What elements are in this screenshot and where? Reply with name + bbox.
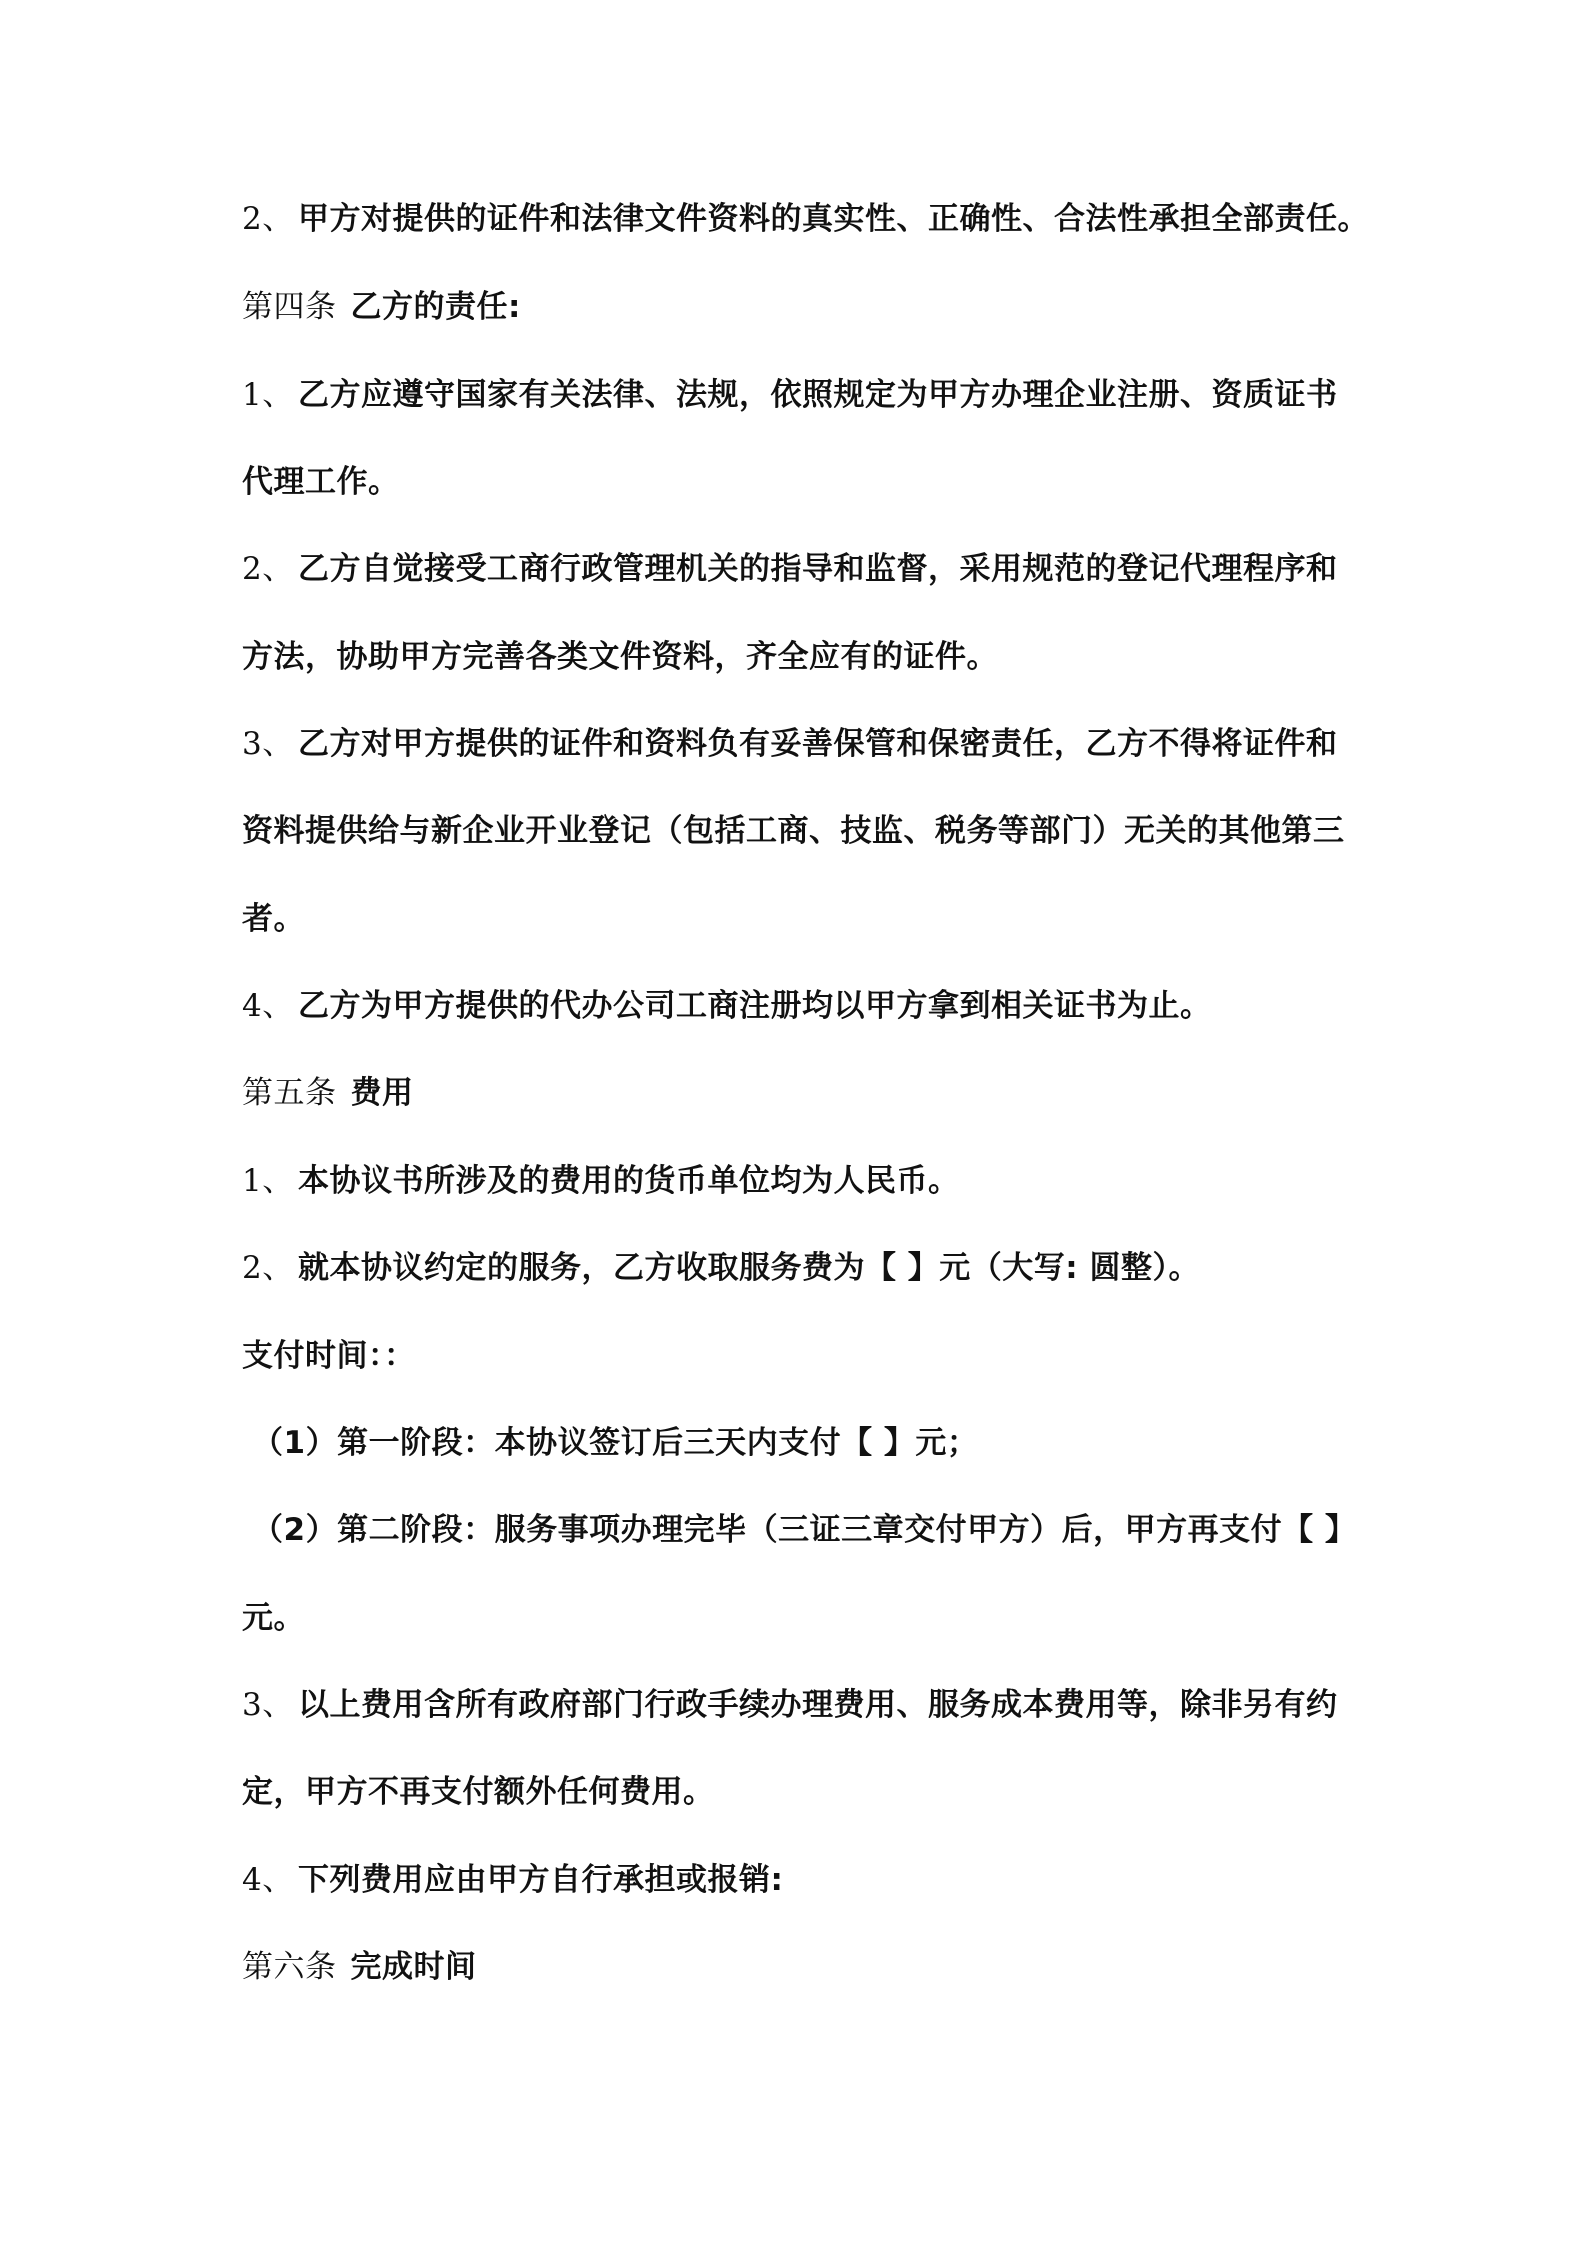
- item-number: 2、: [242, 551, 294, 587]
- article-5-item-1: [242, 1161, 960, 1201]
- item-number: 2、: [242, 201, 294, 237]
- clause-3-item-2: [242, 199, 1369, 239]
- article-label: 第六条: [242, 1949, 337, 1985]
- item-number: 3、: [242, 1687, 294, 1723]
- item-text: （2）第二阶段：服务事项办理完毕（三证三章交付甲方）后，甲方再支付【 】: [252, 1512, 1357, 1548]
- article-4-item-1-continued: [242, 462, 400, 502]
- item-text: 甲方对提供的证件和法律文件资料的真实性、正确性、合法性承担全部责任。: [298, 201, 1369, 237]
- item-number: 3、: [242, 726, 294, 762]
- payment-stage-1: [252, 1423, 978, 1463]
- item-text: 定，甲方不再支付额外任何费用。: [242, 1774, 715, 1810]
- item-text: 代理工作。: [242, 464, 400, 500]
- item-number: 4、: [242, 988, 294, 1024]
- item-text: 乙方自觉接受工商行政管理机关的指导和监督，采用规范的登记代理程序和: [298, 551, 1338, 587]
- item-text: 本协议书所涉及的费用的货币单位均为人民币。: [298, 1163, 960, 1199]
- article-title: 乙方的责任:: [350, 289, 521, 325]
- item-number: 1、: [242, 377, 294, 413]
- article-title: 完成时间: [350, 1949, 477, 1985]
- payment-time-label: [242, 1336, 416, 1376]
- article-4-heading: [242, 287, 521, 327]
- item-text: 乙方为甲方提供的代办公司工商注册均以甲方拿到相关证书为止。: [298, 988, 1212, 1024]
- item-text: 元。: [242, 1600, 305, 1636]
- item-text: 支付时间：：: [242, 1338, 416, 1374]
- item-text: 者。: [242, 901, 305, 937]
- item-text: 乙方对甲方提供的证件和资料负有妥善保管和保密责任，乙方不得将证件和: [298, 726, 1338, 762]
- article-5-item-2: [242, 1248, 1200, 1288]
- article-4-item-2-continued: [242, 637, 998, 677]
- article-5-item-4: [242, 1860, 783, 1900]
- item-number: 1、: [242, 1163, 294, 1199]
- item-number: 4、: [242, 1862, 294, 1898]
- article-4-item-3-end: [242, 899, 305, 939]
- item-text: 下列费用应由甲方自行承担或报销:: [298, 1862, 784, 1898]
- item-text: 方法，协助甲方完善各类文件资料，齐全应有的证件。: [242, 639, 998, 675]
- item-text: 乙方应遵守国家有关法律、法规，依照规定为甲方办理企业注册、资质证书: [298, 377, 1338, 413]
- article-4-item-1: [242, 375, 1338, 415]
- article-label: 第五条: [242, 1075, 337, 1111]
- article-label: 第四条: [242, 289, 337, 325]
- article-6-heading: [242, 1947, 477, 1987]
- article-4-item-3-continued: [242, 811, 1345, 851]
- article-4-item-4: [242, 986, 1212, 1026]
- article-title: 费用: [350, 1075, 414, 1111]
- item-text: 以上费用含所有政府部门行政手续办理费用、服务成本费用等，除非另有约: [298, 1687, 1338, 1723]
- item-text: 就本协议约定的服务，乙方收取服务费为【 】元（大写: 圆整）。: [298, 1250, 1200, 1286]
- article-5-item-3-continued: [242, 1772, 715, 1812]
- item-text: （1）第一阶段：本协议签订后三天内支付【 】元；: [252, 1425, 979, 1461]
- article-5-heading: [242, 1073, 414, 1113]
- payment-stage-2-continued: [242, 1598, 305, 1638]
- payment-stage-2: [252, 1510, 1356, 1550]
- item-number: 2、: [242, 1250, 294, 1286]
- item-text: 资料提供给与新企业开业登记（包括工商、技监、税务等部门）无关的其他第三: [242, 813, 1345, 849]
- article-4-item-2: [242, 549, 1338, 589]
- article-5-item-3: [242, 1685, 1338, 1725]
- article-4-item-3: [242, 724, 1338, 764]
